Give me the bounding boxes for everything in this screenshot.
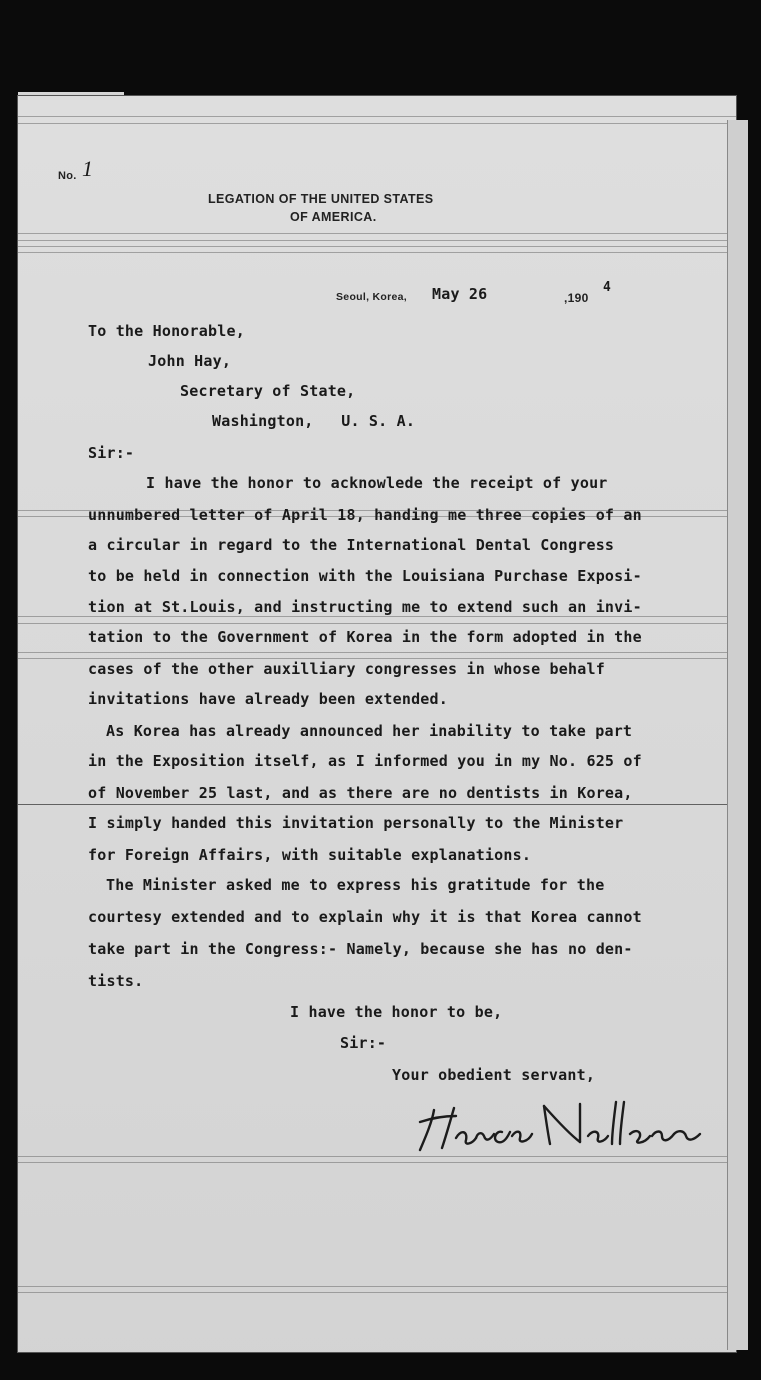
body-line: I have the honor to acknowlede the receipt of your (146, 474, 608, 492)
body-line: courtesy extended and to explain why it is that Korea cannot (88, 908, 642, 926)
dateline-place: Seoul, Korea, (336, 291, 408, 303)
letterhead-line-1: LEGATION OF THE UNITED STATES (208, 192, 434, 206)
rule-line (18, 233, 736, 234)
addressee-line-3: Secretary of State, (180, 382, 356, 400)
body-line: The Minister asked me to express his gratitude for the (106, 876, 605, 894)
page-edge-strip (728, 120, 748, 1350)
rule-line (18, 658, 736, 659)
rule-line (18, 240, 736, 241)
dateline-date: May 26 (432, 285, 488, 303)
body-line: As Korea has already announced her inability to take part (106, 722, 633, 740)
body-line: unnumbered letter of April 18, handing me three copies of an (88, 506, 642, 524)
closing-line-2: Sir:- (340, 1034, 387, 1052)
body-line: tion at St.Louis, and instructing me to extend such an invi- (88, 598, 642, 616)
rule-line (18, 1286, 736, 1287)
rule-line (18, 623, 736, 624)
body-line: to be held in connection with the Louisiana Purchase Exposi- (88, 567, 642, 585)
body-line: tation to the Government of Korea in the form adopted in the (88, 628, 642, 646)
rule-line (18, 804, 736, 805)
body-line: for Foreign Affairs, with suitable explanations. (88, 846, 532, 864)
dateline-year-prefix: ,190 (564, 291, 589, 305)
rule-line (18, 652, 736, 653)
dateline-year-suffix: 4 (603, 280, 612, 295)
letterhead-line-2: OF AMERICA. (290, 210, 377, 224)
rule-line (18, 1162, 736, 1163)
body-line: cases of the other auxilliary congresses in whose behalf (88, 660, 605, 678)
body-line: I simply handed this invitation personally to the Minister (88, 814, 624, 832)
rule-line (18, 116, 736, 117)
addressee-line-2: John Hay, (148, 352, 232, 370)
rule-line (18, 252, 736, 253)
rule-line (18, 1292, 736, 1293)
addressee-line-1: To the Honorable, (88, 322, 245, 340)
body-line: take part in the Congress:- Namely, because she has no den- (88, 940, 633, 958)
addressee-line-4: Washington, U. S. A. (212, 412, 416, 430)
body-line: a circular in regard to the International Dental Congress (88, 536, 615, 554)
closing-line-1: I have the honor to be, (290, 1003, 503, 1021)
salutation: Sir:- (88, 444, 135, 462)
number-value: 1 (82, 156, 94, 181)
rule-line (18, 246, 736, 247)
closing-line-3: Your obedient servant, (392, 1066, 596, 1084)
number-label: No. (58, 170, 77, 182)
signature-image (412, 1092, 712, 1162)
rule-line (18, 616, 736, 617)
body-line: tists. (88, 972, 144, 990)
rule-line (18, 123, 736, 124)
body-line: of November 25 last, and as there are no dentists in Korea, (88, 784, 633, 802)
body-line: in the Exposition itself, as I informed you in my No. 625 of (88, 752, 642, 770)
body-line: invitations have already been extended. (88, 690, 448, 708)
